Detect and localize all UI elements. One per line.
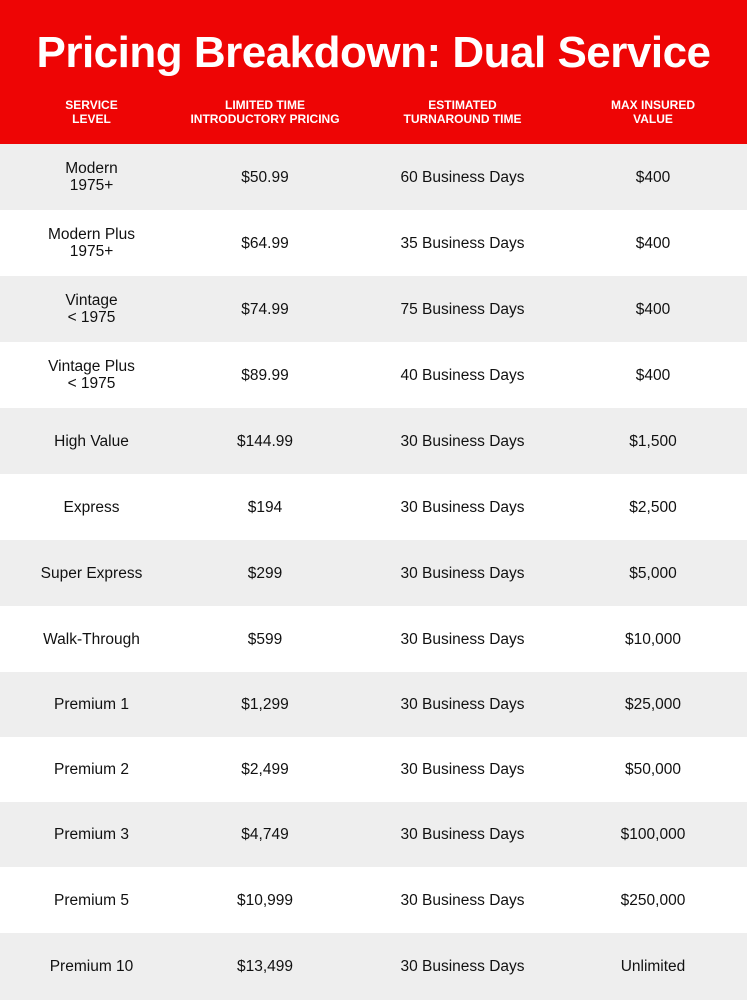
price-value: $299 bbox=[247, 564, 283, 582]
cell-max-insured bbox=[565, 933, 741, 1000]
column-header-line: MAX INSURED bbox=[610, 98, 695, 112]
max-insured-value: $250,000 bbox=[620, 891, 686, 909]
service-level-name: High Value bbox=[54, 432, 129, 450]
cell-max-insured bbox=[565, 606, 741, 672]
cell-turnaround bbox=[365, 540, 560, 606]
cell-max-insured bbox=[565, 210, 741, 276]
cell-price bbox=[175, 737, 355, 802]
service-level-era: < 1975 bbox=[67, 375, 116, 392]
cell-service-level bbox=[0, 606, 183, 672]
cell-price bbox=[175, 933, 355, 1000]
cell-turnaround bbox=[365, 276, 560, 342]
max-insured-value: $100,000 bbox=[620, 826, 686, 843]
column-header-max-insured bbox=[565, 98, 741, 126]
turnaround-value: 60 Business Days bbox=[400, 168, 525, 186]
cell-price bbox=[175, 672, 355, 737]
cell-price bbox=[175, 276, 355, 342]
cell-max-insured bbox=[565, 672, 741, 737]
service-level-name: Walk-Through bbox=[43, 630, 140, 648]
service-level-name: Vintage Plus bbox=[48, 358, 135, 375]
column-header-pricing bbox=[175, 98, 355, 126]
service-level-name: Modern Plus bbox=[47, 226, 135, 243]
cell-price bbox=[175, 606, 355, 672]
cell-max-insured bbox=[565, 867, 741, 933]
service-level-name: Premium 1 bbox=[54, 696, 129, 713]
column-header-line: ESTIMATED bbox=[428, 98, 497, 112]
cell-turnaround bbox=[365, 933, 560, 1000]
turnaround-value: 30 Business Days bbox=[400, 826, 525, 843]
service-level-name: Express bbox=[63, 498, 120, 516]
table-row bbox=[0, 210, 747, 276]
table-row bbox=[0, 474, 747, 540]
column-header-line: LEVEL bbox=[72, 112, 111, 126]
column-header-service-level bbox=[0, 98, 183, 126]
service-level-name: Modern bbox=[65, 160, 118, 177]
cell-max-insured bbox=[565, 474, 741, 540]
cell-turnaround bbox=[365, 606, 560, 672]
price-value: $64.99 bbox=[241, 234, 289, 252]
turnaround-value: 30 Business Days bbox=[400, 630, 525, 648]
max-insured-value: $400 bbox=[635, 168, 671, 186]
column-header-line: SERVICE bbox=[65, 98, 118, 112]
price-value: $10,999 bbox=[236, 891, 294, 909]
cell-price bbox=[175, 540, 355, 606]
max-insured-value: $400 bbox=[635, 234, 671, 252]
max-insured-value: $2,500 bbox=[629, 498, 677, 516]
cell-max-insured bbox=[565, 276, 741, 342]
cell-service-level bbox=[0, 276, 183, 342]
cell-turnaround bbox=[365, 737, 560, 802]
price-value: $194 bbox=[247, 498, 283, 516]
table-row bbox=[0, 606, 747, 672]
service-level-name: Premium 3 bbox=[54, 826, 129, 843]
table-row bbox=[0, 737, 747, 802]
column-header-turnaround bbox=[365, 98, 560, 126]
column-header-line: TURNAROUND TIME bbox=[403, 112, 522, 126]
max-insured-value: $400 bbox=[635, 300, 671, 318]
turnaround-value: 30 Business Days bbox=[400, 696, 525, 713]
column-headers bbox=[0, 98, 747, 132]
cell-service-level bbox=[0, 672, 183, 737]
max-insured-value: Unlimited bbox=[620, 958, 686, 975]
price-value: $50.99 bbox=[241, 168, 289, 186]
service-level-name: Vintage bbox=[65, 292, 118, 309]
price-value: $89.99 bbox=[241, 366, 289, 384]
turnaround-value: 40 Business Days bbox=[400, 366, 525, 384]
service-level-name: Premium 5 bbox=[54, 891, 129, 909]
column-header-line: INTRODUCTORY PRICING bbox=[190, 112, 340, 126]
price-value: $1,299 bbox=[241, 696, 289, 713]
cell-service-level bbox=[0, 540, 183, 606]
cell-max-insured bbox=[565, 342, 741, 408]
max-insured-value: $10,000 bbox=[624, 630, 682, 648]
cell-service-level bbox=[0, 867, 183, 933]
max-insured-value: $400 bbox=[635, 366, 671, 384]
cell-service-level bbox=[0, 408, 183, 474]
cell-max-insured bbox=[565, 540, 741, 606]
cell-price bbox=[175, 802, 355, 867]
service-level-name: Super Express bbox=[40, 564, 143, 582]
cell-price bbox=[175, 210, 355, 276]
cell-service-level bbox=[0, 144, 183, 210]
table-row bbox=[0, 933, 747, 1000]
cell-service-level bbox=[0, 802, 183, 867]
turnaround-value: 30 Business Days bbox=[400, 761, 525, 778]
cell-price bbox=[175, 867, 355, 933]
column-header-line: LIMITED TIME bbox=[225, 98, 305, 112]
service-level-era: 1975+ bbox=[69, 177, 114, 194]
price-value: $74.99 bbox=[241, 300, 289, 318]
table-row bbox=[0, 802, 747, 867]
cell-price bbox=[175, 342, 355, 408]
cell-price bbox=[175, 408, 355, 474]
cell-price bbox=[175, 144, 355, 210]
page-title: Pricing Breakdown: Dual Service bbox=[36, 28, 711, 77]
max-insured-value: $50,000 bbox=[624, 761, 682, 778]
cell-service-level bbox=[0, 933, 183, 1000]
pricing-table-body bbox=[0, 144, 747, 1000]
cell-turnaround bbox=[365, 474, 560, 540]
price-value: $2,499 bbox=[241, 761, 289, 778]
table-row bbox=[0, 867, 747, 933]
cell-service-level bbox=[0, 342, 183, 408]
max-insured-value: $5,000 bbox=[629, 564, 677, 582]
turnaround-value: 35 Business Days bbox=[400, 234, 525, 252]
cell-turnaround bbox=[365, 144, 560, 210]
cell-max-insured bbox=[565, 737, 741, 802]
cell-turnaround bbox=[365, 210, 560, 276]
price-value: $599 bbox=[247, 630, 283, 648]
price-value: $144.99 bbox=[236, 432, 294, 450]
pricing-header bbox=[0, 0, 747, 144]
cell-turnaround bbox=[365, 408, 560, 474]
service-level-name: Premium 2 bbox=[54, 761, 129, 778]
cell-price bbox=[175, 474, 355, 540]
turnaround-value: 30 Business Days bbox=[400, 958, 525, 975]
table-row bbox=[0, 144, 747, 210]
table-row bbox=[0, 276, 747, 342]
turnaround-value: 30 Business Days bbox=[400, 498, 525, 516]
price-value: $4,749 bbox=[241, 826, 289, 843]
cell-turnaround bbox=[365, 672, 560, 737]
cell-turnaround bbox=[365, 802, 560, 867]
service-level-name: Premium 10 bbox=[49, 958, 134, 975]
cell-service-level bbox=[0, 474, 183, 540]
table-row bbox=[0, 672, 747, 737]
column-header-line: VALUE bbox=[633, 112, 673, 126]
cell-turnaround bbox=[365, 867, 560, 933]
cell-max-insured bbox=[565, 802, 741, 867]
max-insured-value: $25,000 bbox=[624, 696, 682, 713]
cell-max-insured bbox=[565, 144, 741, 210]
price-value: $13,499 bbox=[236, 958, 294, 975]
service-level-era: < 1975 bbox=[67, 309, 116, 326]
table-row bbox=[0, 540, 747, 606]
table-row bbox=[0, 342, 747, 408]
cell-max-insured bbox=[565, 408, 741, 474]
max-insured-value: $1,500 bbox=[629, 432, 677, 450]
turnaround-value: 30 Business Days bbox=[400, 564, 525, 582]
turnaround-value: 30 Business Days bbox=[400, 432, 525, 450]
cell-service-level bbox=[0, 737, 183, 802]
cell-turnaround bbox=[365, 342, 560, 408]
turnaround-value: 30 Business Days bbox=[400, 891, 525, 909]
table-row bbox=[0, 408, 747, 474]
service-level-era: 1975+ bbox=[69, 243, 114, 260]
cell-service-level bbox=[0, 210, 183, 276]
turnaround-value: 75 Business Days bbox=[400, 300, 525, 318]
